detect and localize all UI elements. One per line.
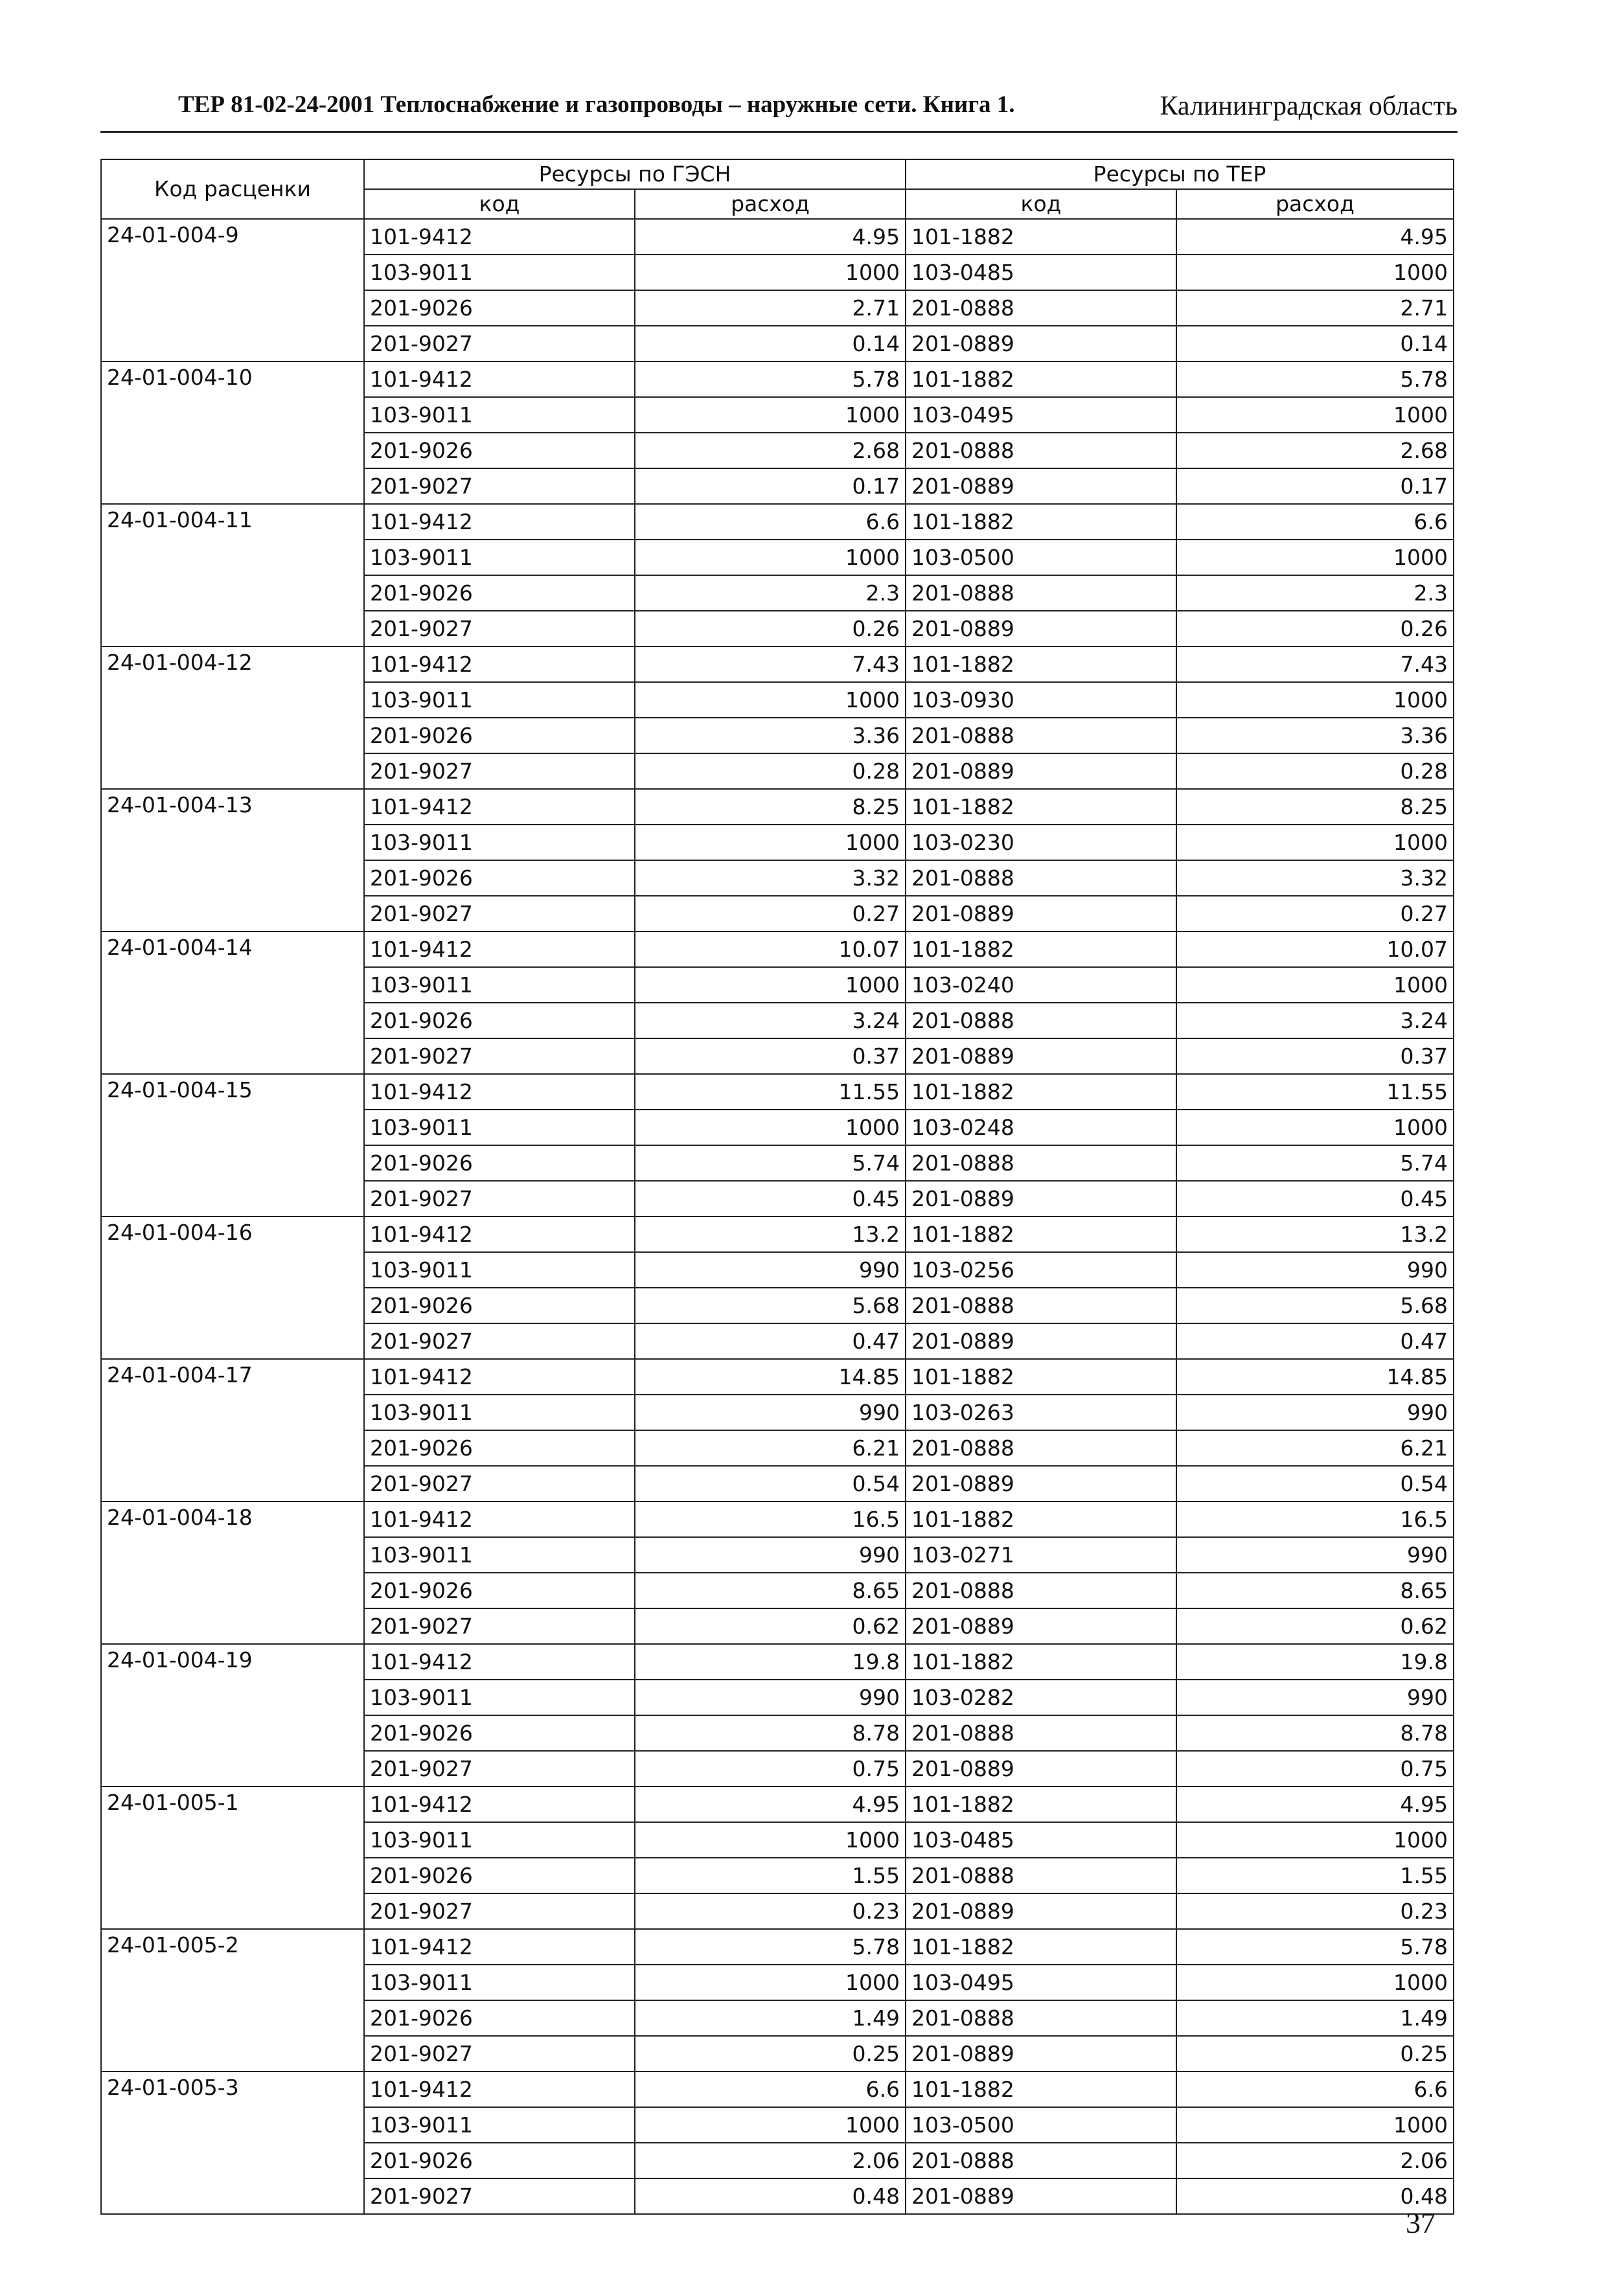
gesn-amount-cell: 14.85 <box>635 1359 906 1395</box>
gesn-code-cell: 201-9026 <box>364 1145 635 1181</box>
ter-code-cell: 101-1882 <box>906 504 1176 540</box>
rate-code-cell: 24-01-004-16 <box>101 1216 364 1359</box>
gesn-code-cell: 103-9011 <box>364 540 635 575</box>
gesn-code-cell: 201-9027 <box>364 1323 635 1359</box>
ter-code-cell: 201-0888 <box>906 1858 1176 1893</box>
gesn-code-cell: 103-9011 <box>364 1395 635 1430</box>
gesn-code-cell: 201-9026 <box>364 575 635 611</box>
gesn-amount-cell: 1000 <box>635 1110 906 1145</box>
ter-amount-cell: 6.6 <box>1176 2072 1454 2107</box>
rate-code-cell: 24-01-004-19 <box>101 1644 364 1787</box>
gesn-code-cell: 101-9412 <box>364 931 635 967</box>
gesn-code-cell: 201-9027 <box>364 2036 635 2072</box>
gesn-amount-cell: 0.25 <box>635 2036 906 2072</box>
ter-code-cell: 103-0282 <box>906 1680 1176 1715</box>
rate-code-cell: 24-01-004-12 <box>101 646 364 789</box>
gesn-code-cell: 201-9027 <box>364 1466 635 1502</box>
ter-amount-cell: 5.74 <box>1176 1145 1454 1181</box>
ter-code-cell: 101-1882 <box>906 1929 1176 1965</box>
gesn-amount-cell: 7.43 <box>635 646 906 682</box>
ter-code-cell: 201-0889 <box>906 753 1176 789</box>
ter-amount-cell: 5.78 <box>1176 361 1454 397</box>
ter-code-cell: 101-1882 <box>906 1074 1176 1110</box>
gesn-amount-cell: 0.14 <box>635 326 906 361</box>
ter-amount-cell: 8.78 <box>1176 1715 1454 1751</box>
ter-amount-cell: 6.6 <box>1176 504 1454 540</box>
ter-amount-cell: 0.37 <box>1176 1038 1454 1074</box>
ter-code-cell: 201-0889 <box>906 326 1176 361</box>
gesn-amount-cell: 1000 <box>635 1965 906 2000</box>
ter-code-cell: 101-1882 <box>906 1502 1176 1537</box>
table-row <box>101 1644 1454 1680</box>
gesn-amount-cell: 3.36 <box>635 718 906 753</box>
gesn-code-cell: 101-9412 <box>364 1787 635 1822</box>
ter-amount-cell: 1000 <box>1176 1822 1454 1858</box>
gesn-code-cell: 103-9011 <box>364 2107 635 2143</box>
gesn-amount-cell: 990 <box>635 1395 906 1430</box>
ter-code-cell: 201-0889 <box>906 611 1176 646</box>
ter-amount-cell: 0.45 <box>1176 1181 1454 1216</box>
gesn-amount-cell: 6.6 <box>635 504 906 540</box>
gesn-amount-cell: 5.78 <box>635 361 906 397</box>
table-row <box>101 219 1454 255</box>
gesn-amount-cell: 1.55 <box>635 1858 906 1893</box>
ter-amount-cell: 1000 <box>1176 397 1454 433</box>
gesn-code-cell: 201-9026 <box>364 1715 635 1751</box>
gesn-code-cell: 101-9412 <box>364 789 635 825</box>
ter-code-cell: 201-0888 <box>906 1573 1176 1608</box>
gesn-code-cell: 201-9026 <box>364 2143 635 2178</box>
ter-code-cell: 201-0889 <box>906 1751 1176 1787</box>
ter-code-cell: 103-0240 <box>906 967 1176 1003</box>
table-header <box>101 159 1454 219</box>
gesn-code-header: код <box>364 189 635 219</box>
ter-amount-cell: 5.68 <box>1176 1288 1454 1323</box>
ter-code-cell: 101-1882 <box>906 1787 1176 1822</box>
gesn-amount-header: расход <box>635 189 906 219</box>
gesn-amount-cell: 19.8 <box>635 1644 906 1680</box>
gesn-code-cell: 101-9412 <box>364 1644 635 1680</box>
gesn-code-cell: 101-9412 <box>364 1502 635 1537</box>
ter-amount-cell: 0.54 <box>1176 1466 1454 1502</box>
ter-code-cell: 201-0889 <box>906 1893 1176 1929</box>
ter-code-cell: 101-1882 <box>906 646 1176 682</box>
ter-resources-header: Ресурсы по ТЕР <box>906 159 1454 189</box>
gesn-amount-cell: 8.78 <box>635 1715 906 1751</box>
gesn-code-cell: 101-9412 <box>364 1359 635 1395</box>
ter-code-cell: 101-1882 <box>906 789 1176 825</box>
ter-amount-cell: 0.26 <box>1176 611 1454 646</box>
gesn-code-cell: 103-9011 <box>364 1965 635 2000</box>
ter-amount-cell: 5.78 <box>1176 1929 1454 1965</box>
gesn-amount-cell: 1000 <box>635 1822 906 1858</box>
gesn-amount-cell: 2.06 <box>635 2143 906 2178</box>
gesn-code-cell: 201-9026 <box>364 1858 635 1893</box>
gesn-amount-cell: 0.37 <box>635 1038 906 1074</box>
gesn-amount-cell: 0.62 <box>635 1608 906 1644</box>
gesn-code-cell: 201-9026 <box>364 1573 635 1608</box>
gesn-amount-cell: 0.26 <box>635 611 906 646</box>
table-row <box>101 1502 1454 1537</box>
resources-table <box>100 159 1454 2215</box>
gesn-amount-cell: 2.3 <box>635 575 906 611</box>
ter-amount-cell: 1000 <box>1176 825 1454 860</box>
gesn-amount-cell: 0.75 <box>635 1751 906 1787</box>
ter-amount-cell: 0.28 <box>1176 753 1454 789</box>
ter-amount-cell: 2.3 <box>1176 575 1454 611</box>
ter-amount-cell: 990 <box>1176 1680 1454 1715</box>
ter-amount-cell: 1000 <box>1176 255 1454 290</box>
gesn-amount-cell: 0.27 <box>635 896 906 931</box>
rate-code-cell: 24-01-004-18 <box>101 1502 364 1644</box>
ter-code-cell: 201-0889 <box>906 2036 1176 2072</box>
table-row <box>101 2072 1454 2107</box>
region-name: Калининградская область <box>1160 91 1458 121</box>
ter-code-cell: 101-1882 <box>906 219 1176 255</box>
gesn-code-cell: 201-9027 <box>364 326 635 361</box>
ter-code-cell: 201-0889 <box>906 2178 1176 2214</box>
gesn-code-cell: 201-9027 <box>364 1893 635 1929</box>
gesn-amount-cell: 0.48 <box>635 2178 906 2214</box>
ter-code-cell: 201-0889 <box>906 1038 1176 1074</box>
gesn-code-cell: 101-9412 <box>364 1929 635 1965</box>
gesn-code-cell: 201-9026 <box>364 2000 635 2036</box>
ter-amount-cell: 0.48 <box>1176 2178 1454 2214</box>
rate-code-cell: 24-01-004-13 <box>101 789 364 931</box>
gesn-code-cell: 101-9412 <box>364 1216 635 1252</box>
ter-amount-cell: 1000 <box>1176 682 1454 718</box>
ter-code-cell: 201-0888 <box>906 1715 1176 1751</box>
gesn-code-cell: 101-9412 <box>364 504 635 540</box>
ter-code-cell: 103-0256 <box>906 1252 1176 1288</box>
ter-amount-cell: 0.75 <box>1176 1751 1454 1787</box>
gesn-code-cell: 201-9026 <box>364 1430 635 1466</box>
gesn-code-cell: 201-9027 <box>364 1038 635 1074</box>
ter-amount-cell: 1000 <box>1176 540 1454 575</box>
ter-code-cell: 103-0485 <box>906 255 1176 290</box>
gesn-amount-cell: 1000 <box>635 540 906 575</box>
ter-amount-cell: 8.25 <box>1176 789 1454 825</box>
gesn-code-cell: 201-9027 <box>364 611 635 646</box>
ter-amount-cell: 0.47 <box>1176 1323 1454 1359</box>
table-row <box>101 789 1454 825</box>
ter-amount-cell: 3.24 <box>1176 1003 1454 1038</box>
table-row <box>101 1074 1454 1110</box>
gesn-code-cell: 103-9011 <box>364 1537 635 1573</box>
ter-amount-cell: 0.14 <box>1176 326 1454 361</box>
gesn-code-cell: 101-9412 <box>364 1074 635 1110</box>
rate-code-cell: 24-01-004-10 <box>101 361 364 504</box>
gesn-code-cell: 201-9027 <box>364 753 635 789</box>
table-row <box>101 1216 1454 1252</box>
gesn-amount-cell: 5.68 <box>635 1288 906 1323</box>
gesn-amount-cell: 1.49 <box>635 2000 906 2036</box>
table-row <box>101 1929 1454 1965</box>
gesn-amount-cell: 2.71 <box>635 290 906 326</box>
ter-amount-cell: 13.2 <box>1176 1216 1454 1252</box>
ter-code-cell: 201-0888 <box>906 860 1176 896</box>
gesn-code-cell: 103-9011 <box>364 397 635 433</box>
ter-amount-cell: 7.43 <box>1176 646 1454 682</box>
ter-code-cell: 101-1882 <box>906 1216 1176 1252</box>
gesn-amount-cell: 1000 <box>635 825 906 860</box>
gesn-amount-cell: 0.47 <box>635 1323 906 1359</box>
ter-code-cell: 201-0889 <box>906 896 1176 931</box>
gesn-amount-cell: 1000 <box>635 255 906 290</box>
ter-amount-cell: 1.55 <box>1176 1858 1454 1893</box>
ter-code-cell: 201-0888 <box>906 290 1176 326</box>
gesn-amount-cell: 990 <box>635 1680 906 1715</box>
gesn-amount-cell: 13.2 <box>635 1216 906 1252</box>
page-header <box>100 91 1458 133</box>
table-row <box>101 646 1454 682</box>
ter-code-cell: 201-0888 <box>906 1288 1176 1323</box>
ter-amount-cell: 2.71 <box>1176 290 1454 326</box>
gesn-amount-cell: 11.55 <box>635 1074 906 1110</box>
gesn-amount-cell: 8.25 <box>635 789 906 825</box>
ter-code-cell: 103-0500 <box>906 2107 1176 2143</box>
rate-code-cell: 24-01-005-3 <box>101 2072 364 2214</box>
gesn-code-cell: 201-9026 <box>364 860 635 896</box>
gesn-code-cell: 103-9011 <box>364 825 635 860</box>
gesn-amount-cell: 990 <box>635 1537 906 1573</box>
ter-code-cell: 201-0888 <box>906 1430 1176 1466</box>
rate-code-cell: 24-01-005-1 <box>101 1787 364 1929</box>
gesn-amount-cell: 1000 <box>635 682 906 718</box>
rate-code-cell: 24-01-004-15 <box>101 1074 364 1216</box>
ter-amount-cell: 0.27 <box>1176 896 1454 931</box>
ter-amount-cell: 4.95 <box>1176 1787 1454 1822</box>
ter-amount-cell: 19.8 <box>1176 1644 1454 1680</box>
ter-amount-cell: 3.32 <box>1176 860 1454 896</box>
ter-code-cell: 101-1882 <box>906 1359 1176 1395</box>
table-body <box>101 219 1454 2214</box>
gesn-amount-cell: 0.23 <box>635 1893 906 1929</box>
ter-code-cell: 101-1882 <box>906 361 1176 397</box>
ter-code-cell: 103-0271 <box>906 1537 1176 1573</box>
ter-code-cell: 201-0888 <box>906 1003 1176 1038</box>
gesn-code-cell: 201-9027 <box>364 896 635 931</box>
gesn-amount-cell: 5.78 <box>635 1929 906 1965</box>
rate-code-cell: 24-01-004-9 <box>101 219 364 361</box>
gesn-amount-cell: 1000 <box>635 967 906 1003</box>
gesn-resources-header: Ресурсы по ГЭСН <box>364 159 906 189</box>
rate-code-cell: 24-01-004-14 <box>101 931 364 1074</box>
gesn-amount-cell: 990 <box>635 1252 906 1288</box>
ter-amount-cell: 16.5 <box>1176 1502 1454 1537</box>
ter-code-cell: 103-0230 <box>906 825 1176 860</box>
table-row <box>101 931 1454 967</box>
gesn-code-cell: 201-9026 <box>364 1003 635 1038</box>
ter-amount-cell: 2.06 <box>1176 2143 1454 2178</box>
ter-code-cell: 101-1882 <box>906 931 1176 967</box>
gesn-amount-cell: 0.45 <box>635 1181 906 1216</box>
gesn-code-cell: 103-9011 <box>364 1822 635 1858</box>
ter-amount-cell: 990 <box>1176 1252 1454 1288</box>
gesn-amount-cell: 5.74 <box>635 1145 906 1181</box>
ter-code-cell: 201-0889 <box>906 468 1176 504</box>
ter-amount-cell: 0.62 <box>1176 1608 1454 1644</box>
ter-code-cell: 201-0889 <box>906 1181 1176 1216</box>
ter-code-cell: 201-0889 <box>906 1466 1176 1502</box>
table-row <box>101 1787 1454 1822</box>
gesn-code-cell: 201-9027 <box>364 468 635 504</box>
gesn-amount-cell: 6.21 <box>635 1430 906 1466</box>
ter-amount-cell: 2.68 <box>1176 433 1454 468</box>
gesn-amount-cell: 0.28 <box>635 753 906 789</box>
gesn-code-cell: 101-9412 <box>364 646 635 682</box>
ter-code-cell: 103-0248 <box>906 1110 1176 1145</box>
gesn-code-cell: 101-9412 <box>364 361 635 397</box>
gesn-amount-cell: 6.6 <box>635 2072 906 2107</box>
rate-code-cell: 24-01-005-2 <box>101 1929 364 2072</box>
ter-amount-cell: 0.25 <box>1176 2036 1454 2072</box>
ter-amount-cell: 990 <box>1176 1395 1454 1430</box>
gesn-code-cell: 201-9027 <box>364 1181 635 1216</box>
gesn-code-cell: 201-9027 <box>364 1608 635 1644</box>
gesn-code-cell: 103-9011 <box>364 1110 635 1145</box>
ter-amount-cell: 990 <box>1176 1537 1454 1573</box>
gesn-amount-cell: 1000 <box>635 2107 906 2143</box>
gesn-code-cell: 103-9011 <box>364 1680 635 1715</box>
gesn-amount-cell: 4.95 <box>635 219 906 255</box>
gesn-amount-cell: 10.07 <box>635 931 906 967</box>
rate-code-cell: 24-01-004-17 <box>101 1359 364 1502</box>
ter-code-cell: 201-0888 <box>906 433 1176 468</box>
ter-amount-cell: 1000 <box>1176 1965 1454 2000</box>
table-row <box>101 504 1454 540</box>
gesn-code-cell: 103-9011 <box>364 255 635 290</box>
ter-amount-cell: 14.85 <box>1176 1359 1454 1395</box>
ter-code-cell: 103-0495 <box>906 1965 1176 2000</box>
document-title: ТЕР 81-02-24-2001 Теплоснабжение и газопроводы – наружные сети. Книга 1. <box>178 91 1015 118</box>
ter-amount-cell: 3.36 <box>1176 718 1454 753</box>
table-row <box>101 1359 1454 1395</box>
ter-amount-cell: 0.17 <box>1176 468 1454 504</box>
gesn-amount-cell: 2.68 <box>635 433 906 468</box>
ter-code-cell: 101-1882 <box>906 1644 1176 1680</box>
ter-amount-cell: 1000 <box>1176 1110 1454 1145</box>
table-row <box>101 361 1454 397</box>
gesn-code-cell: 103-9011 <box>364 682 635 718</box>
page-number: 37 <box>1406 2206 1435 2239</box>
gesn-amount-cell: 8.65 <box>635 1573 906 1608</box>
ter-code-cell: 201-0889 <box>906 1323 1176 1359</box>
ter-code-cell: 103-0485 <box>906 1822 1176 1858</box>
ter-code-cell: 103-0930 <box>906 682 1176 718</box>
ter-amount-cell: 1.49 <box>1176 2000 1454 2036</box>
ter-code-cell: 201-0888 <box>906 575 1176 611</box>
ter-amount-cell: 6.21 <box>1176 1430 1454 1466</box>
gesn-amount-cell: 0.54 <box>635 1466 906 1502</box>
ter-amount-cell: 1000 <box>1176 2107 1454 2143</box>
gesn-code-cell: 201-9026 <box>364 718 635 753</box>
gesn-code-cell: 201-9026 <box>364 433 635 468</box>
ter-code-cell: 201-0888 <box>906 1145 1176 1181</box>
gesn-amount-cell: 3.24 <box>635 1003 906 1038</box>
gesn-code-cell: 201-9027 <box>364 1751 635 1787</box>
rate-code-cell: 24-01-004-11 <box>101 504 364 646</box>
ter-code-cell: 103-0495 <box>906 397 1176 433</box>
gesn-code-cell: 201-9026 <box>364 1288 635 1323</box>
gesn-amount-cell: 4.95 <box>635 1787 906 1822</box>
gesn-code-cell: 101-9412 <box>364 219 635 255</box>
ter-code-header: код <box>906 189 1176 219</box>
gesn-amount-cell: 16.5 <box>635 1502 906 1537</box>
gesn-code-cell: 103-9011 <box>364 1252 635 1288</box>
rate-code-header: Код расценки <box>101 159 364 219</box>
gesn-code-cell: 201-9026 <box>364 290 635 326</box>
ter-amount-cell: 4.95 <box>1176 219 1454 255</box>
gesn-code-cell: 101-9412 <box>364 2072 635 2107</box>
ter-amount-cell: 11.55 <box>1176 1074 1454 1110</box>
ter-code-cell: 103-0500 <box>906 540 1176 575</box>
gesn-amount-cell: 0.17 <box>635 468 906 504</box>
ter-code-cell: 201-0888 <box>906 2143 1176 2178</box>
ter-amount-cell: 0.23 <box>1176 1893 1454 1929</box>
ter-amount-cell: 8.65 <box>1176 1573 1454 1608</box>
ter-code-cell: 101-1882 <box>906 2072 1176 2107</box>
ter-code-cell: 201-0888 <box>906 2000 1176 2036</box>
gesn-code-cell: 103-9011 <box>364 967 635 1003</box>
ter-code-cell: 201-0889 <box>906 1608 1176 1644</box>
gesn-amount-cell: 3.32 <box>635 860 906 896</box>
ter-amount-cell: 1000 <box>1176 967 1454 1003</box>
gesn-code-cell: 201-9027 <box>364 2178 635 2214</box>
ter-amount-cell: 10.07 <box>1176 931 1454 967</box>
ter-code-cell: 201-0888 <box>906 718 1176 753</box>
ter-code-cell: 103-0263 <box>906 1395 1176 1430</box>
gesn-amount-cell: 1000 <box>635 397 906 433</box>
ter-amount-header: расход <box>1176 189 1454 219</box>
